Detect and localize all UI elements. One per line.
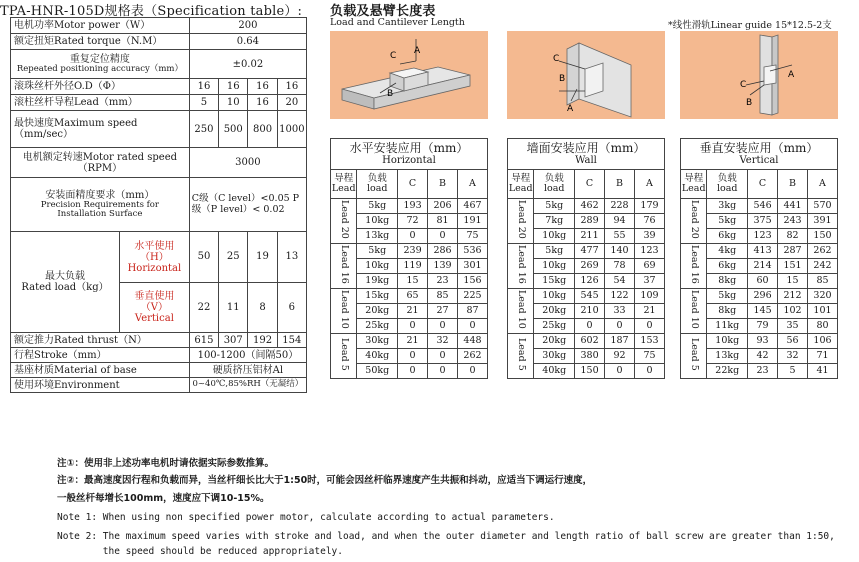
linear-guide-note: *线性滑轨Linear guide 15*12.5-2支: [668, 20, 832, 31]
lead-label: Lead 16: [515, 244, 527, 284]
spec-row-thrust: 额定推力Rated thrust（N） 615 307 192 154: [11, 333, 307, 348]
table-row: 7kg 289 94 76: [508, 214, 665, 229]
load-section-subtitle: Load and Cantilever Length: [330, 17, 465, 28]
load-table-horizontal: 水平安装应用（mm） Horizontal 导程 Lead 负载 load C B A Lead 20 5kg 193 206 467 10kg 72 81 191 13kg 0 0 75 Lead 16 5kg 239 286 536 10kg 119 139 301 19kg 15 23 156 Lead 10 15kg 65 85 225 20kg 21 27 87 25kg 0 0 0 Lead 5 30kg 21 32 448 40kg 0 0 262 50kg 0 0 0: [330, 138, 488, 379]
load-table-vertical: 垂直安装应用（mm） Vertical 导程 Lead 负载 load C B A Lead 20 3kg 546 441 570 5kg 375 243 391 6kg 123 82 150 Lead 16 4kg 413 287 262 6kg 214 151 242 8kg 60 15 85 Lead 10 5kg 296 212 320 8kg 145 102 101 11kg 79 35 80 Lead 5 10kg 93 56 106 13kg 42 32 71 22kg 23 5 41: [680, 138, 838, 379]
note-cn-2: 注②：最高速度因行程和负载而异，当丝杆细长比大于1:50时，可能会因丝杆临界速度产生共振和抖动，应适当下调运行速度，: [57, 475, 593, 486]
lead-label: Lead 16: [338, 244, 350, 284]
table-title: 水平安装应用（mm）: [349, 140, 469, 155]
table-row: 6kg 214 151 242: [681, 259, 838, 274]
dim-b-label: B: [559, 74, 566, 84]
spec-row-base: 基座材质Material of base 硬质挤压铝材Al: [11, 363, 307, 378]
table-row: 20kg 21 27 87: [331, 304, 488, 319]
table-row: Lead 5 10kg 93 56 106: [681, 334, 838, 349]
spec-row-rated-torque: 额定扭矩Rated torque（N.M） 0.64: [11, 34, 307, 50]
table-row: Lead 16 4kg 413 287 262: [681, 244, 838, 259]
dim-a-label: A: [414, 46, 421, 56]
table-row: Lead 5 30kg 21 32 448: [331, 334, 488, 349]
horizontal-mount-diagram: [330, 31, 488, 119]
table-subtitle: Vertical: [739, 155, 779, 167]
table-row: 40kg 0 0 262: [331, 349, 488, 364]
lead-label: Lead 20: [338, 199, 350, 239]
spec-row-motor-speed: 电机额定转速Motor rated speed （RPM） 3000: [11, 148, 307, 178]
spec-row-load-v: 22 11 8 6: [11, 282, 307, 333]
lead-label: Lead 5: [515, 337, 527, 371]
table-row: Lead 20 5kg 193 206 467: [331, 199, 488, 214]
vertical-mount-diagram: [680, 31, 838, 119]
table-row: 6kg 123 82 150: [681, 229, 838, 244]
lead-label: Lead 20: [515, 199, 527, 239]
wall-mount-diagram: [507, 31, 665, 119]
lead-label: Lead 5: [338, 337, 350, 371]
table-row: 10kg 211 55 39: [508, 229, 665, 244]
table-row: 13kg 0 0 75: [331, 229, 488, 244]
dim-c-label: C: [553, 54, 560, 64]
spec-row-surface: 安装面精度要求（mm） Precision Requirements for Installation Surface C级（C level）<0.05 P级（P level）< 0.02: [11, 178, 307, 232]
lead-label: Lead 10: [515, 289, 527, 329]
table-row: Lead 5 20kg 602 187 153: [508, 334, 665, 349]
table-row: 25kg 0 0 0: [508, 319, 665, 334]
table-title: 垂直安装应用（mm）: [699, 140, 819, 155]
spec-row-stroke: 行程Stroke（mm） 100-1200（间隔50）: [11, 348, 307, 363]
table-row: 50kg 0 0 0: [331, 364, 488, 379]
table-row: 30kg 380 92 75: [508, 349, 665, 364]
dim-a-label: A: [788, 70, 795, 80]
spec-row-load-h: 最大负载 Rated load（kg） 水平使用 （H） Horizontal 垂直使用 （V） Vertical 50 25 19 13: [11, 232, 307, 283]
table-row: 5kg 375 243 391: [681, 214, 838, 229]
table-row: Lead 10 10kg 545 122 109: [508, 289, 665, 304]
table-row: 20kg 210 33 21: [508, 304, 665, 319]
spec-row-motor-power: 电机功率Motor power（W） 200: [11, 18, 307, 34]
note-cn-3: 一般丝杆每增长100mm，速度应下调10-15%。: [57, 493, 270, 504]
table-row: 10kg 269 78 69: [508, 259, 665, 274]
spec-table: [10, 17, 307, 393]
table-row: Lead 10 5kg 296 212 320: [681, 289, 838, 304]
spec-row-env: 使用环境Environment 0~40℃,85%RH（无凝结）: [11, 378, 307, 393]
table-row: Lead 20 3kg 546 441 570: [681, 199, 838, 214]
lead-label: Lead 5: [688, 337, 700, 371]
spec-title: TPA-HNR-105D规格表（Specification table）:: [0, 4, 303, 19]
table-row: 22kg 23 5 41: [681, 364, 838, 379]
load-table-wall: 墙面安装应用（mm） Wall 导程 Lead 负载 load C B A Lead 20 5kg 462 228 179 7kg 289 94 76 10kg 211 55 39 Lead 16 5kg 477 140 123 10kg 269 78 69 15kg 126 54 37 Lead 10 10kg 545 122 109 20kg 210 33 21 25kg 0 0 0 Lead 5 20kg 602 187 153 30kg 380 92 75 40kg 150 0 0: [507, 138, 665, 379]
lead-label: Lead 10: [338, 289, 350, 329]
note-cn-1: 注①：使用非上述功率电机时请依据实际参数推算。: [57, 458, 275, 469]
lead-label: Lead 20: [688, 199, 700, 239]
load-section-title: 负载及悬臂长度表: [330, 4, 436, 19]
table-subtitle: Horizontal: [382, 155, 436, 167]
table-row: Lead 16 5kg 239 286 536: [331, 244, 488, 259]
dim-b-label: B: [387, 89, 394, 99]
table-row: Lead 20 5kg 462 228 179: [508, 199, 665, 214]
table-row: 11kg 79 35 80: [681, 319, 838, 334]
note-en-1: Note 1: When using non specified power motor, calculate according to actual parameters.: [57, 512, 555, 523]
table-row: 10kg 72 81 191: [331, 214, 488, 229]
table-subtitle: Wall: [575, 155, 597, 167]
table-row: 10kg 119 139 301: [331, 259, 488, 274]
note-en-3: the speed should be reduced appropriately.: [57, 546, 343, 557]
dim-b-label: B: [746, 98, 753, 108]
note-en-2: Note 2: The maximum speed varies with stroke and load, and when the outer diameter and length ratio of ball screw are greater than 1:50,: [57, 531, 835, 542]
table-row: 13kg 42 32 71: [681, 349, 838, 364]
dim-c-label: C: [740, 80, 747, 90]
table-row: Lead 10 15kg 65 85 225: [331, 289, 488, 304]
lead-label: Lead 10: [688, 289, 700, 329]
spec-row-screw-dia: 滚珠丝杆外径O.D（Φ） 16 16 16 16: [11, 79, 307, 95]
dim-a-label: A: [567, 104, 574, 114]
spec-row-screw-lead: 滚柱丝杆导程Lead（mm） 5 10 16 20: [11, 95, 307, 111]
lead-label: Lead 16: [688, 244, 700, 284]
table-row: 15kg 126 54 37: [508, 274, 665, 289]
spec-row-repeat-accuracy: 重复定位精度 Repeated positioning accuracy（mm） ±0.02: [11, 50, 307, 79]
table-row: 8kg 145 102 101: [681, 304, 838, 319]
table-row: 40kg 150 0 0: [508, 364, 665, 379]
table-row: Lead 16 5kg 477 140 123: [508, 244, 665, 259]
table-row: 25kg 0 0 0: [331, 319, 488, 334]
spec-row-max-speed: 最快速度Maximum speed（mm/sec） 250 500 800 1000: [11, 111, 307, 148]
table-row: 19kg 15 23 156: [331, 274, 488, 289]
dim-c-label: C: [390, 51, 397, 61]
table-title: 墙面安装应用（mm）: [526, 140, 646, 155]
table-row: 8kg 60 15 85: [681, 274, 838, 289]
